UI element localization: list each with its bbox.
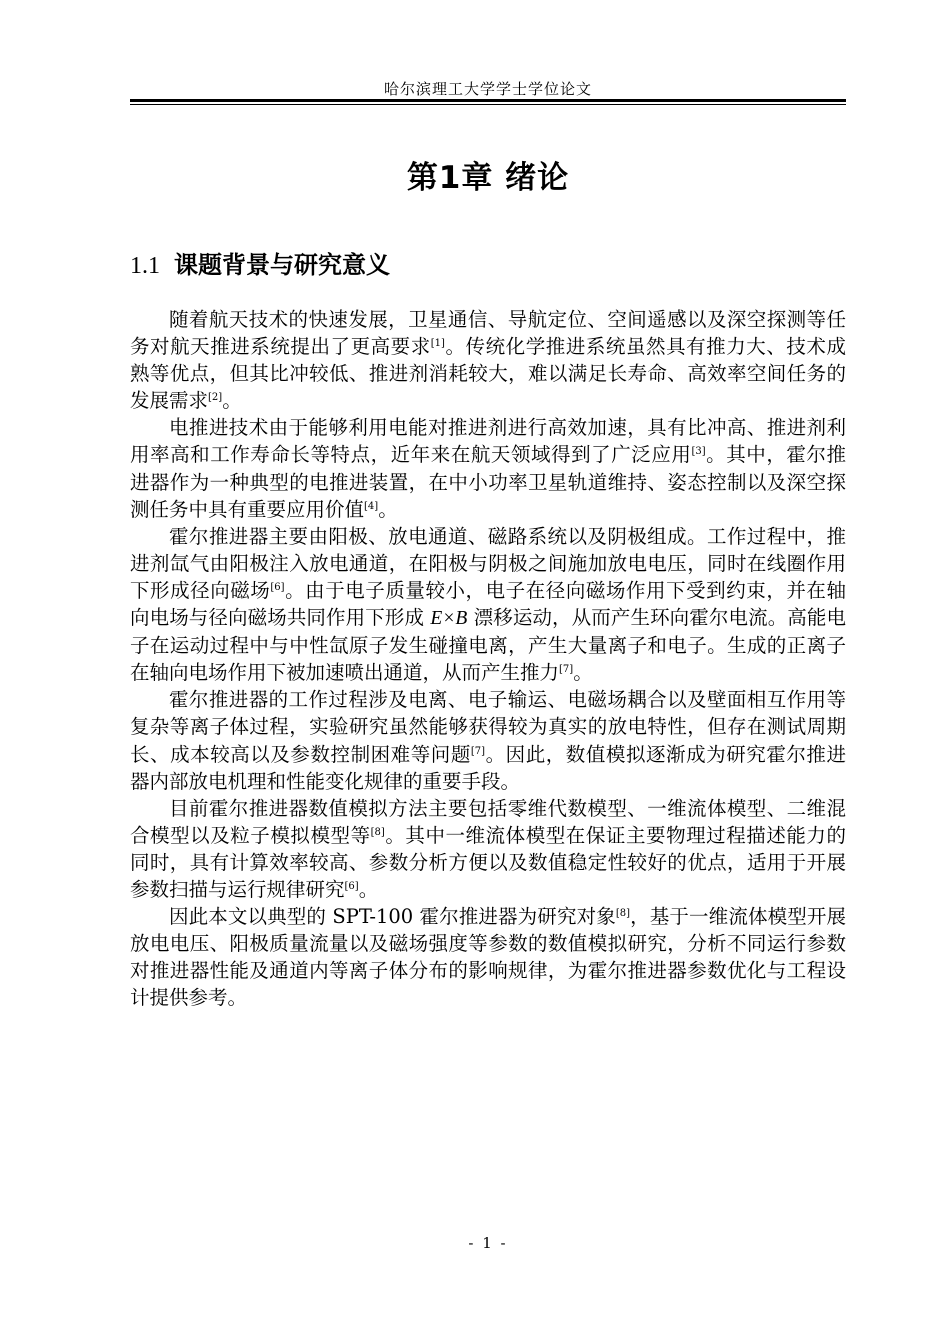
text: 因此本文以典型的 SPT-100 霍尔推进器为研究对象 (169, 905, 616, 929)
text: ，基于一维流体模型开展放电电压、阳极质量流量以及磁场强度等参数的数值模拟研究，分析不同运行参数对推进器性能及通道内等离子体分布的影响规律，为霍尔推进器参数优化与工程设计提供参考。 (130, 905, 846, 1010)
text: 。由于电子质量较小，电子在径向磁场作用下受到约束，并在轴向电场与径向磁场共同作用下形成 (130, 578, 846, 630)
chapter-title: 第1章 绪论 (406, 160, 570, 196)
citation: [6] (344, 880, 359, 892)
citation: [1] (430, 338, 445, 350)
citation: [7] (470, 745, 486, 757)
paragraph-5 (130, 795, 846, 903)
citation: [7] (559, 664, 574, 676)
text: 电推进技术由于能够利用电能对推进剂进行高效加速，具有比冲高、推进剂利用率高和工作寿命长等特点，近年来在航天领域得到了广泛应用 (130, 416, 846, 467)
text: 霍尔推进器的工作过程涉及电离、电子输运、电磁场耦合以及壁面相互作用等复杂等离子体过程，实验研究虽然能够获得较为真实的放电特性，但存在测试周期长、成本较高以及参数控制困难等问题 (130, 688, 846, 766)
citation: [6] (270, 581, 285, 593)
text: 。 (378, 497, 398, 521)
paragraph-4 (130, 686, 846, 794)
paragraph-6 (130, 903, 846, 1011)
text: 。 (222, 389, 242, 413)
citation: [3] (691, 446, 706, 458)
header-rule (130, 99, 846, 102)
citation: [8] (615, 908, 631, 920)
text: 漂移运动，从而产生环向霍尔电流。高能电子在运动过程中与中性氙原子发生碰撞电离，产生大量离子和电子。生成的正离子在轴向电场作用下被加速喷出通道，从而产生推力 (130, 606, 847, 685)
text: 。 (573, 661, 593, 685)
paragraph-3 (130, 523, 846, 687)
page-number: - 1 - (468, 1234, 508, 1252)
text: 。因此，数值模拟逐渐成为研究霍尔推进器内部放电机理和性能变化规律的重要手段。 (130, 742, 846, 793)
text: 。 (358, 877, 379, 901)
text: 。其中一维流体模型在保证主要物理过程描述能力的同时，具有计算效率较高、参数分析方便以及数值稳定性较好的优点，适用于开展参数扫描与运行规律研究 (130, 823, 846, 901)
citation: [8] (370, 826, 385, 838)
paragraph-1 (130, 306, 846, 414)
paragraph-2 (130, 414, 846, 522)
text: 霍尔推进器主要由阳极、放电通道、磁路系统以及阴极组成。工作过程中，推进剂氙气由阳极注入放电通道，在阳极与阴极之间施加放电电压，同时在线圈作用下形成径向磁场 (130, 524, 846, 602)
section-heading (130, 245, 390, 280)
running-header: 哈尔滨理工大学学士学位论文 (383, 80, 592, 98)
section-title: 课题背景与研究意义 (174, 251, 390, 279)
header-rule-thin (130, 104, 846, 105)
citation: [4] (364, 500, 379, 512)
text: 。传统化学推进系统虽然具有推力大、技术成熟等优点，但其比冲较低、推进剂消耗较大，难以满足长寿命、高效率空间任务的发展需求 (130, 335, 846, 413)
text: 目前霍尔推进器数值模拟方法主要包括零维代数模型、一维流体模型、二维混合模型以及粒子模拟模型等 (130, 796, 846, 847)
text: 随着航天技术的快速发展，卫星通信、导航定位、空间遥感以及深空探测等任务对航天推进系统提出了更高要求 (130, 308, 846, 359)
section-number: 1.1 (130, 253, 160, 279)
citation: [2] (208, 392, 223, 404)
math-expression: E×B (430, 608, 468, 630)
text: 。其中，霍尔推进器作为一种典型的电推进装置，在中小功率卫星轨道维持、姿态控制以及深空探测任务中具有重要应用价值 (130, 443, 846, 521)
body-text (130, 306, 846, 1011)
